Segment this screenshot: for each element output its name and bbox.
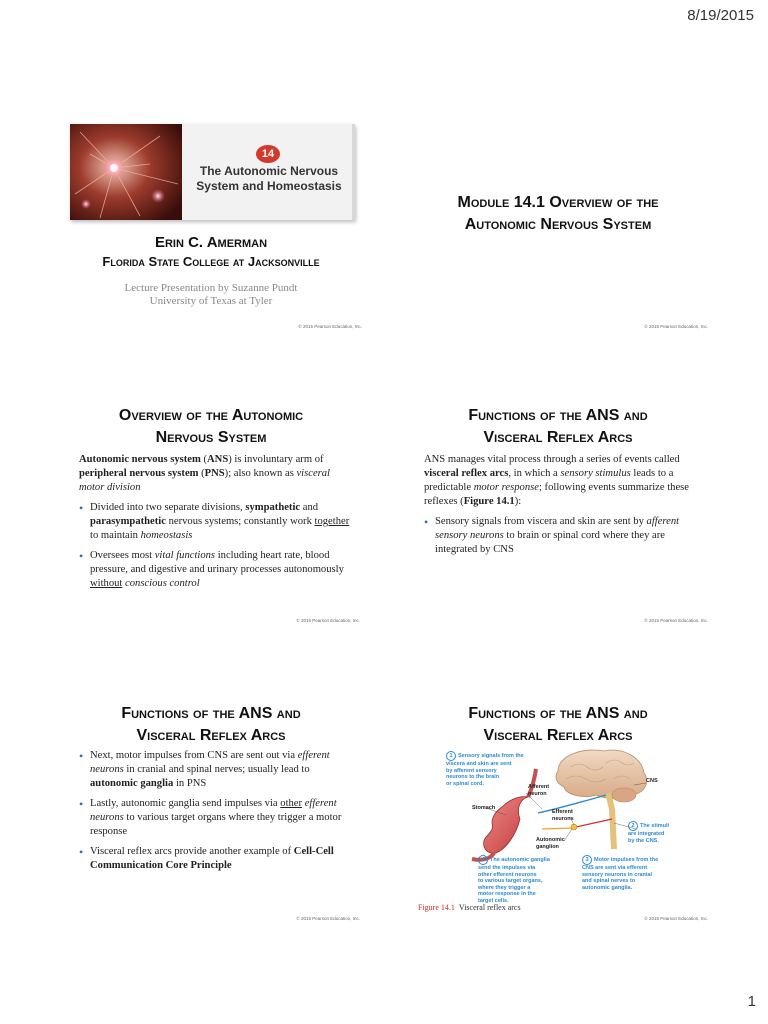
bullet-icon: • xyxy=(79,549,84,563)
copyright: © 2015 Pearson Education, Inc. xyxy=(644,324,708,329)
bullet-icon: • xyxy=(79,749,84,763)
slide-title-line1: Functions of the ANS and xyxy=(121,705,301,722)
institution-name: Florida State College at Jacksonville xyxy=(102,254,320,269)
label-autonomic-ganglion: Autonomic ganglion xyxy=(536,837,565,850)
copyright: © 2015 Pearson Education, Inc. xyxy=(296,618,360,623)
figure-step-3: 3 Motor impulses from the CNS are sent via efferent sensory neurons in cranial and spinal nerves to autonomic ganglia. xyxy=(582,857,659,891)
slide-functions-2 xyxy=(70,703,360,921)
neuron-image xyxy=(70,124,182,220)
step-number: 4 xyxy=(478,855,488,865)
copyright: © 2015 Pearson Education, Inc. xyxy=(298,324,362,329)
figure-caption xyxy=(418,903,521,912)
print-date: 8/19/2015 xyxy=(687,7,754,24)
chapter-number-badge: 14 xyxy=(256,145,280,163)
slide-title xyxy=(70,124,370,329)
author-name: Erin C. Amerman xyxy=(154,234,268,251)
bullet-item: • Oversees most vital functions including heart rate, blood pressure, and digestive and urinary processes autonomously without conscious control xyxy=(79,549,344,589)
slide-title-line2: Visceral Reflex Arcs xyxy=(483,727,633,744)
slide-body xyxy=(79,749,354,873)
slide-title xyxy=(70,405,352,449)
slide-title-line2: Autonomic Nervous System xyxy=(464,216,652,233)
label-cns: CNS xyxy=(646,778,658,784)
lecture-line1: Lecture Presentation by Suzanne Pundt xyxy=(124,282,298,294)
copyright: © 2015 Pearson Education, Inc. xyxy=(644,916,708,921)
slide-figure xyxy=(408,703,708,921)
figure-caption-text: Visceral reflex arcs xyxy=(458,903,521,912)
slide-body xyxy=(424,453,699,557)
step-number: 3 xyxy=(582,855,592,865)
bullet-item: • Divided into two separate divisions, sympathetic and parasympathetic nervous systems; constantly work together to maintain homeostasis xyxy=(79,501,350,541)
lecture-line2: University of Texas at Tyler xyxy=(149,295,273,307)
book-title-line1: The Autonomic Nervous xyxy=(199,164,339,178)
slide-overview xyxy=(70,405,360,623)
bullet-icon: • xyxy=(424,515,429,529)
book-title xyxy=(194,164,344,194)
slide-title-line1: Functions of the ANS and xyxy=(468,407,648,424)
label-efferent-neurons: Efferent neurons xyxy=(552,809,574,822)
slide-body xyxy=(79,453,354,591)
figure-step-4: 4 The autonomic ganglia send the impulses via other efferent neurons to various target organs, where they trigger a motor response in the target cells. xyxy=(478,857,550,904)
figure-step-1: 1 Sensory signals from the viscera and skin are sent by afferent sensory neurons to the brain or spinal cord. xyxy=(446,753,524,787)
copyright: © 2015 Pearson Education, Inc. xyxy=(296,916,360,921)
figure-step-2: 2 The stimuli are integrated by the CNS. xyxy=(628,823,670,844)
bullet-item: • Sensory signals from viscera and skin are sent by afferent sensory neurons to brain or spinal cord where they are integrated by CNS xyxy=(424,515,680,555)
page-number: 1 xyxy=(747,993,756,1010)
slide-title xyxy=(408,192,708,236)
slide-title-line2: Nervous System xyxy=(155,429,267,446)
lecture-credit xyxy=(70,282,352,308)
step-number: 2 xyxy=(628,821,638,831)
slide-module xyxy=(408,124,708,329)
bullet-icon: • xyxy=(79,845,84,859)
bullet-item: • Visceral reflex arcs provide another example of Cell-Cell Communication Core Principle xyxy=(79,845,334,871)
slide-title xyxy=(408,703,708,747)
slide-title-line1: Functions of the ANS and xyxy=(468,705,648,722)
slide-title-line1: Overview of the Autonomic xyxy=(118,407,304,424)
paragraph: ANS manages vital process through a series of events called visceral reflex arcs, in which a sensory stimulus leads to a predictable motor response; following events summarize these reflexes (Figure 14.1): xyxy=(424,454,689,507)
chapter-banner xyxy=(70,124,355,220)
slide-functions xyxy=(408,405,708,623)
bullet-item: • Lastly, autonomic ganglia send impulses via other efferent neurons to various target organs where they trigger a motor response xyxy=(79,797,342,837)
slide-title xyxy=(408,405,708,449)
bullet-icon: • xyxy=(79,797,84,811)
figure-14-1 xyxy=(446,749,691,904)
slide-title-line2: Visceral Reflex Arcs xyxy=(136,727,286,744)
bullet-icon: • xyxy=(79,501,84,515)
book-title-line2: System and Homeostasis xyxy=(196,179,342,193)
step-number: 1 xyxy=(446,751,456,761)
slide-title xyxy=(70,703,352,747)
slide-title-line2: Visceral Reflex Arcs xyxy=(483,429,633,446)
copyright: © 2015 Pearson Education, Inc. xyxy=(644,618,708,623)
label-afferent-neuron: Afferent neuron xyxy=(528,784,550,797)
paragraph: Autonomic nervous system (ANS) is involuntary arm of peripheral nervous system (PNS); also known as visceral motor division xyxy=(79,454,331,493)
label-stomach: Stomach xyxy=(472,805,496,811)
figure-number: Figure 14.1 xyxy=(418,903,455,912)
bullet-item: • Next, motor impulses from CNS are sent out via efferent neurons in cranial and spinal nerves; usually lead to autonomic ganglia in PNS xyxy=(79,749,330,789)
slide-title-line1: Module 14.1 Overview of the xyxy=(457,194,659,211)
